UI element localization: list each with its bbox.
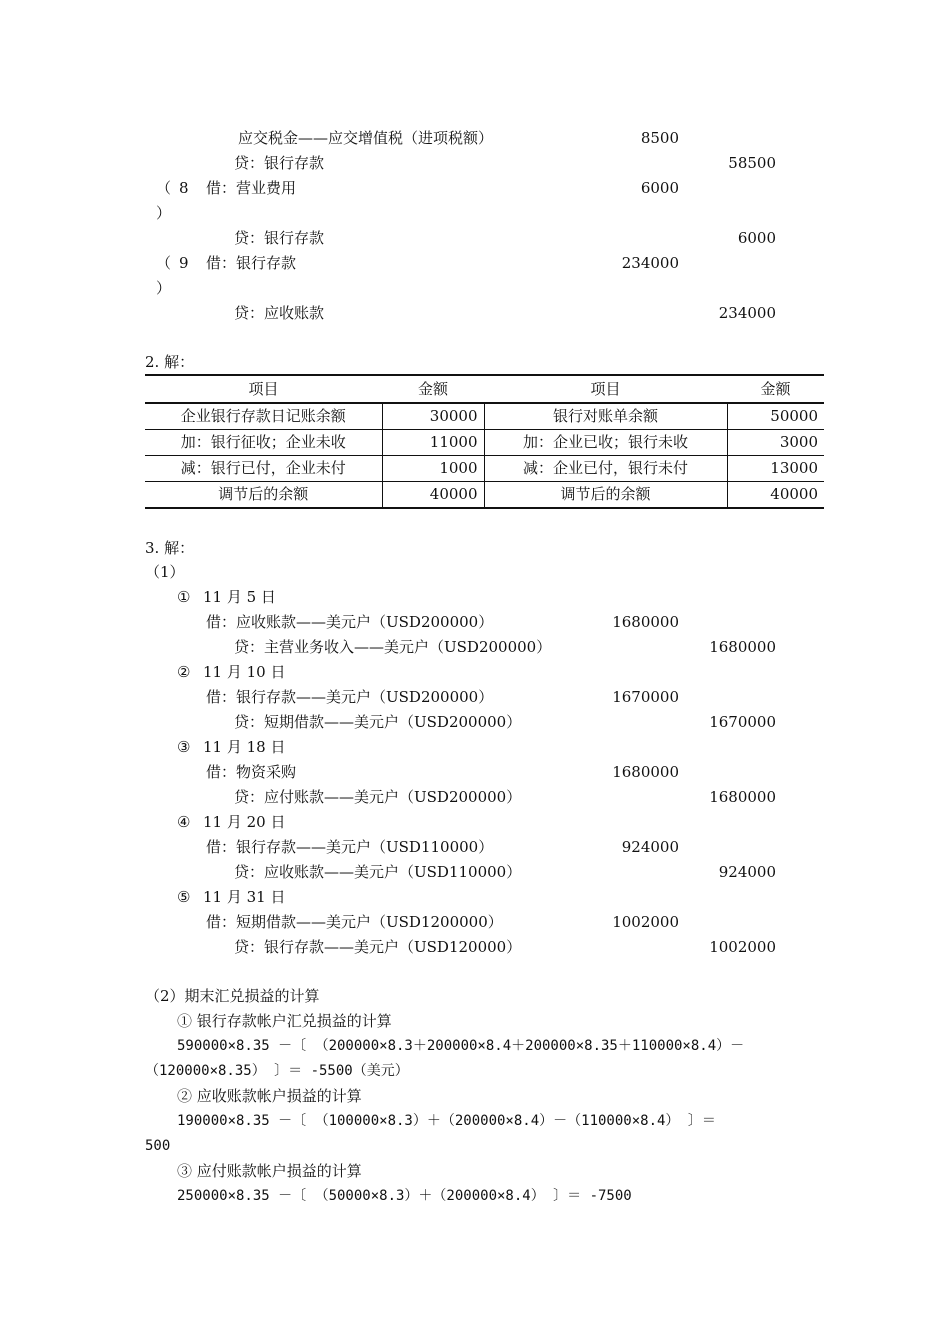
item-date: 11 月 31 日 [203, 888, 286, 906]
debit-amount: 1680000 [612, 613, 679, 631]
reconciliation-table [145, 374, 824, 509]
debit-line: 借：银行存款——美元户（USD200000） [206, 688, 494, 706]
table-header: 项目 [484, 375, 727, 403]
debit-amount: 6000 [640, 179, 679, 197]
entry-number: 9 [179, 254, 189, 272]
calc-title: ① 银行存款帐户汇兑损益的计算 [177, 1012, 392, 1030]
entry-line: 贷：银行存款 [234, 229, 325, 247]
calc-formula: 250000×8.35 －〔 （50000×8.3）＋（200000×8.4） 〕＝ -7500 [177, 1188, 632, 1204]
table-cell: 11000 [382, 430, 484, 456]
table-row [145, 430, 824, 456]
credit-amount: 58500 [728, 154, 776, 172]
debit-amount: 1002000 [612, 913, 679, 931]
calc-title: ② 应收账款帐户损益的计算 [177, 1087, 362, 1105]
table-row [145, 482, 824, 509]
table-header: 金额 [382, 375, 484, 403]
credit-line: 贷：主营业务收入——美元户（USD200000） [234, 638, 552, 656]
table-cell: 40000 [382, 482, 484, 509]
entry-line: 贷：银行存款 [234, 154, 325, 172]
table-header-row [145, 375, 824, 403]
debit-amount: 8500 [640, 129, 679, 147]
table-cell: 1000 [382, 456, 484, 482]
table-cell: 减：企业已付，银行未付 [484, 456, 727, 482]
table-cell: 调节后的余额 [145, 482, 382, 509]
calc-formula: 190000×8.35 －〔 （100000×8.3）＋（200000×8.4）－（110000×8.4） 〕＝ [177, 1113, 716, 1129]
entry-line: 借：银行存款 [206, 254, 297, 272]
item-marker: ⑤ [177, 888, 191, 906]
credit-amount: 234000 [718, 304, 776, 322]
calc-title: ③ 应付账款帐户损益的计算 [177, 1162, 362, 1180]
table-cell: 40000 [727, 482, 824, 509]
section-2-heading: 2. 解： [145, 353, 195, 371]
debit-amount: 1680000 [612, 763, 679, 781]
item-date: 11 月 10 日 [203, 663, 286, 681]
calc-formula-cont: （120000×8.35） 〕＝ -5500（美元） [145, 1063, 409, 1079]
item-date: 11 月 5 日 [203, 588, 276, 606]
credit-amount: 1002000 [709, 938, 776, 956]
credit-amount: 6000 [737, 229, 776, 247]
table-header: 项目 [145, 375, 382, 403]
part-1-label: （1） [145, 563, 185, 581]
credit-line: 贷：应收账款——美元户（USD110000） [234, 863, 522, 881]
section-3-heading: 3. 解： [145, 539, 195, 557]
table-header: 金额 [727, 375, 824, 403]
item-marker: ① [177, 588, 191, 606]
table-cell: 加：企业已收；银行未收 [484, 430, 727, 456]
entry-number-open: （ [156, 254, 172, 272]
table-cell: 银行对账单余额 [484, 403, 727, 430]
item-date: 11 月 20 日 [203, 813, 286, 831]
calc-formula: 590000×8.35 －〔 （200000×8.3＋200000×8.4＋200000×8.35＋110000×8.4）－ [177, 1038, 745, 1054]
item-marker: ③ [177, 738, 191, 756]
table-cell: 企业银行存款日记账余额 [145, 403, 382, 430]
item-date: 11 月 18 日 [203, 738, 286, 756]
calc-formula-cont: 500 [145, 1138, 171, 1154]
table-cell: 减：银行已付，企业未付 [145, 456, 382, 482]
credit-amount: 1680000 [709, 638, 776, 656]
table-cell: 3000 [727, 430, 824, 456]
entry-line: 应交税金——应交增值税（进项税额） [238, 129, 494, 147]
table-row [145, 403, 824, 430]
table-cell: 50000 [727, 403, 824, 430]
credit-amount: 1670000 [709, 713, 776, 731]
table-cell: 加：银行征收；企业未收 [145, 430, 382, 456]
entry-line: 贷：应收账款 [234, 304, 325, 322]
credit-line: 贷：银行存款——美元户（USD120000） [234, 938, 522, 956]
debit-amount: 1670000 [612, 688, 679, 706]
debit-line: 借：应收账款——美元户（USD200000） [206, 613, 494, 631]
entry-number-open: （ [156, 179, 172, 197]
debit-line: 借：物资采购 [206, 763, 297, 781]
entry-number: 8 [179, 179, 189, 197]
entry-number-close: ） [156, 204, 172, 222]
item-marker: ② [177, 663, 191, 681]
credit-line: 贷：短期借款——美元户（USD200000） [234, 713, 522, 731]
table-cell: 30000 [382, 403, 484, 430]
credit-line: 贷：应付账款——美元户（USD200000） [234, 788, 522, 806]
entry-line: 借：营业费用 [206, 179, 297, 197]
debit-amount: 924000 [621, 838, 679, 856]
table-row [145, 456, 824, 482]
credit-amount: 1680000 [709, 788, 776, 806]
table-cell: 13000 [727, 456, 824, 482]
table-cell: 调节后的余额 [484, 482, 727, 509]
part-2-label: （2）期末汇兑损益的计算 [145, 987, 320, 1005]
debit-line: 借：银行存款——美元户（USD110000） [206, 838, 494, 856]
debit-amount: 234000 [621, 254, 679, 272]
item-marker: ④ [177, 813, 191, 831]
entry-number-close: ） [156, 279, 172, 297]
debit-line: 借：短期借款——美元户（USD1200000） [206, 913, 503, 931]
credit-amount: 924000 [718, 863, 776, 881]
